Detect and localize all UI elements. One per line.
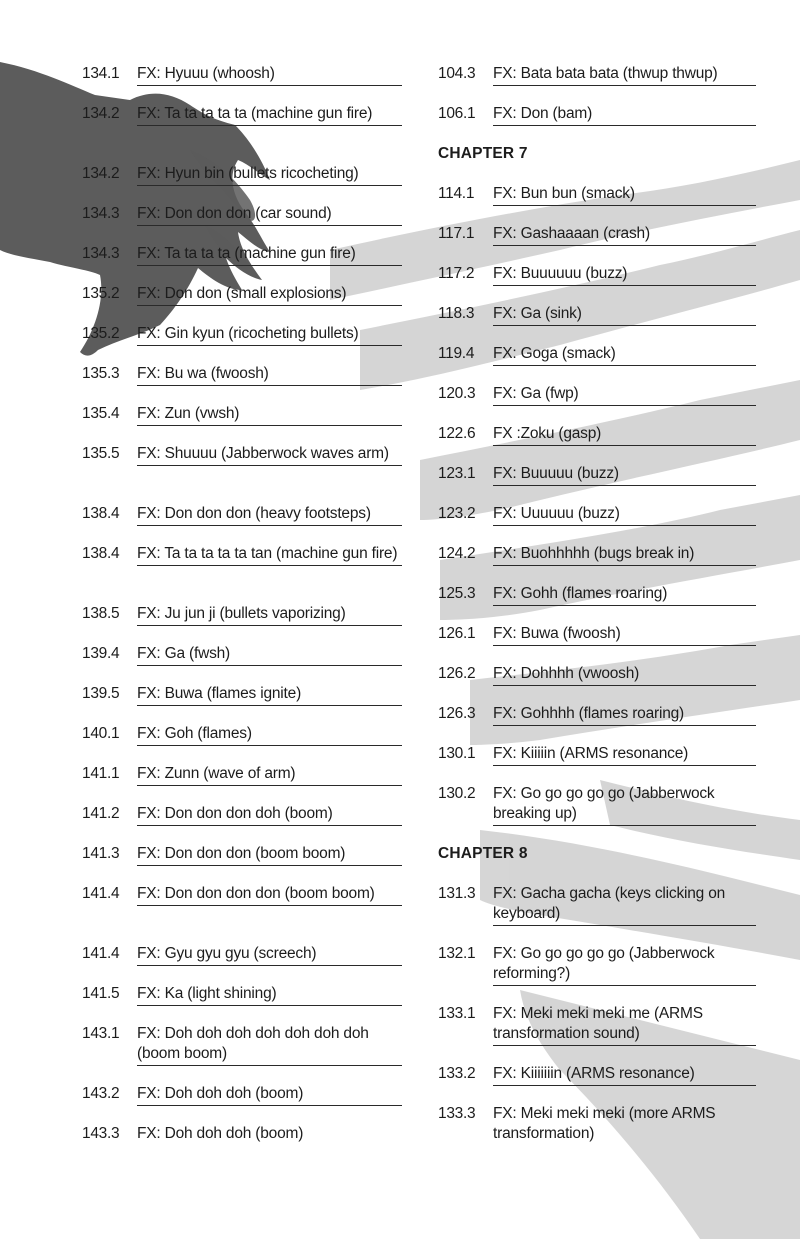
fx-entry	[82, 284, 402, 324]
fx-text: FX: Buohhhhh (bugs break in)	[493, 544, 756, 566]
fx-entry	[438, 184, 756, 224]
fx-text: FX: Meki meki meki (more ARMS transformation)	[493, 1105, 716, 1142]
fx-entry	[438, 424, 756, 464]
fx-entry	[82, 644, 402, 684]
fx-text: FX: Zun (vwsh)	[137, 404, 402, 426]
fx-entry	[82, 944, 402, 984]
fx-text: FX: Ga (sink)	[493, 304, 756, 326]
fx-entry	[82, 364, 402, 404]
fx-entry	[438, 464, 756, 504]
fx-entry	[438, 624, 756, 664]
fx-entry	[438, 884, 756, 944]
fx-entry	[82, 1124, 402, 1164]
fx-text: FX: Ga (fwsh)	[137, 644, 402, 666]
page-panel-number: 130.1	[438, 745, 476, 762]
fx-text: FX: Go go go go go (Jabberwock breaking up)	[493, 784, 756, 826]
page-panel-number: 138.5	[82, 605, 120, 622]
page-panel-number: 104.3	[438, 65, 476, 82]
fx-text: FX: Goga (smack)	[493, 344, 756, 366]
page-panel-number: 123.1	[438, 465, 476, 482]
page-panel-number: 139.4	[82, 645, 120, 662]
page-panel-number: 124.2	[438, 545, 476, 562]
chapter-heading: CHAPTER 8	[438, 845, 528, 862]
fx-text: FX: Bu wa (fwoosh)	[137, 364, 402, 386]
page-panel-number: 133.3	[438, 1105, 476, 1122]
fx-text: FX: Gyu gyu gyu (screech)	[137, 944, 402, 966]
fx-text: FX: Goh (flames)	[137, 724, 402, 746]
page-panel-number: 133.2	[438, 1065, 476, 1082]
page-panel-number: 138.4	[82, 545, 120, 562]
page-panel-number: 135.2	[82, 285, 120, 302]
fx-entry	[438, 224, 756, 264]
fx-entry	[438, 544, 756, 584]
page-panel-number: 141.5	[82, 985, 120, 1002]
fx-entry	[438, 744, 756, 784]
page-panel-number: 119.4	[438, 345, 475, 362]
fx-entry	[82, 604, 402, 644]
fx-text: FX: Gacha gacha (keys clicking on keyboard)	[493, 884, 756, 926]
page-panel-number: 141.1	[82, 765, 120, 782]
page-panel-number: 135.4	[82, 405, 120, 422]
fx-text: FX: Buuuuu (buzz)	[493, 464, 756, 486]
fx-text: FX: Shuuuu (Jabberwock waves arm)	[137, 444, 402, 466]
fx-entry	[82, 884, 402, 944]
fx-text: FX: Don (bam)	[493, 104, 756, 126]
page-panel-number: 132.1	[438, 945, 476, 962]
fx-entry	[82, 684, 402, 724]
fx-text: FX: Doh doh doh doh doh doh doh (boom boom)	[137, 1024, 402, 1066]
fx-text: FX: Dohhhh (vwoosh)	[493, 664, 756, 686]
fx-entry	[82, 324, 402, 364]
fx-text: FX :Zoku (gasp)	[493, 424, 756, 446]
page-panel-number: 134.3	[82, 205, 120, 222]
page-panel-number: 140.1	[82, 725, 120, 742]
fx-text: FX: Zunn (wave of arm)	[137, 764, 402, 786]
fx-entry	[82, 1084, 402, 1124]
fx-text: FX: Don don (small explosions)	[137, 284, 402, 306]
page-panel-number: 134.1	[82, 65, 120, 82]
fx-text: FX: Gohhhh (flames roaring)	[493, 704, 756, 726]
fx-entry	[438, 1104, 756, 1164]
fx-entry	[438, 664, 756, 704]
right-column	[438, 64, 756, 1164]
fx-entry	[82, 504, 402, 544]
fx-entry	[438, 944, 756, 1004]
fx-entry	[438, 784, 756, 844]
page-panel-number: 130.2	[438, 785, 476, 802]
fx-text: FX: Hyun bin (bullets ricocheting)	[137, 164, 402, 186]
fx-entry	[82, 444, 402, 504]
fx-text: FX: Bun bun (smack)	[493, 184, 756, 206]
fx-entry	[82, 764, 402, 804]
fx-entry	[438, 264, 756, 304]
page-panel-number: 143.1	[82, 1025, 120, 1042]
fx-text: FX: Buwa (fwoosh)	[493, 624, 756, 646]
page-panel-number: 143.2	[82, 1085, 120, 1102]
fx-entry	[82, 724, 402, 764]
fx-entry	[82, 844, 402, 884]
page-panel-number: 133.1	[438, 1005, 476, 1022]
fx-text: FX: Don don don doh (boom)	[137, 804, 402, 826]
page-panel-number: 135.2	[82, 325, 120, 342]
fx-text: FX: Buwa (flames ignite)	[137, 684, 402, 706]
fx-text: FX: Ta ta ta ta (machine gun fire)	[137, 244, 402, 266]
page-panel-number: 139.5	[82, 685, 120, 702]
fx-text: FX: Go go go go go (Jabberwock reforming?)	[493, 944, 756, 986]
page-panel-number: 123.2	[438, 505, 476, 522]
page-panel-number: 126.3	[438, 705, 476, 722]
fx-text: FX: Gashaaaan (crash)	[493, 224, 756, 246]
fx-text: FX: Gin kyun (ricocheting bullets)	[137, 324, 402, 346]
fx-entry	[438, 304, 756, 344]
fx-text: FX: Don don don don (boom boom)	[137, 884, 402, 906]
page-panel-number: 120.3	[438, 385, 476, 402]
chapter-heading: CHAPTER 7	[438, 145, 528, 162]
page-panel-number: 134.2	[82, 165, 120, 182]
page-panel-number: 117.1	[438, 225, 475, 242]
page-panel-number: 134.3	[82, 245, 120, 262]
fx-entry	[82, 104, 402, 164]
fx-entry	[82, 404, 402, 444]
fx-entry	[438, 1064, 756, 1104]
fx-entry	[438, 64, 756, 104]
fx-text: FX: Don don don (boom boom)	[137, 844, 402, 866]
fx-text: FX: Ka (light shining)	[137, 984, 402, 1006]
fx-text: FX: Don don don (heavy footsteps)	[137, 504, 402, 526]
page-panel-number: 143.3	[82, 1125, 120, 1142]
fx-entry	[82, 164, 402, 204]
page-panel-number: 141.3	[82, 845, 120, 862]
fx-entry	[82, 64, 402, 104]
fx-entry	[438, 504, 756, 544]
fx-entry	[438, 344, 756, 384]
fx-text: FX: Doh doh doh (boom)	[137, 1125, 304, 1142]
fx-text: FX: Hyuuu (whoosh)	[137, 64, 402, 86]
fx-text: FX: Don don don (car sound)	[137, 204, 402, 226]
page-panel-number: 117.2	[438, 265, 475, 282]
fx-entry	[82, 544, 402, 604]
fx-text: FX: Bata bata bata (thwup thwup)	[493, 64, 756, 86]
fx-text: FX: Ta ta ta ta ta (machine gun fire)	[137, 104, 402, 126]
fx-text: FX: Kiiiiiiin (ARMS resonance)	[493, 1064, 756, 1086]
fx-entry	[438, 584, 756, 624]
fx-entry	[438, 384, 756, 424]
fx-entry	[82, 204, 402, 244]
fx-entry	[82, 984, 402, 1024]
page-panel-number: 135.5	[82, 445, 120, 462]
page-panel-number: 135.3	[82, 365, 120, 382]
page-panel-number: 125.3	[438, 585, 476, 602]
page-panel-number: 126.2	[438, 665, 476, 682]
fx-entry	[82, 804, 402, 844]
fx-entry	[82, 244, 402, 284]
page-panel-number: 114.1	[438, 185, 475, 202]
page-panel-number: 118.3	[438, 305, 475, 322]
fx-text: FX: Doh doh doh (boom)	[137, 1084, 402, 1106]
fx-entry	[438, 104, 756, 144]
fx-text: FX: Meki meki meki me (ARMS transformation sound)	[493, 1004, 756, 1046]
fx-entry	[438, 1004, 756, 1064]
page-panel-number: 106.1	[438, 105, 476, 122]
page-panel-number: 141.4	[82, 945, 120, 962]
page-panel-number: 141.2	[82, 805, 120, 822]
fx-text: FX: Ju jun ji (bullets vaporizing)	[137, 604, 402, 626]
fx-entry	[82, 1024, 402, 1084]
fx-text: FX: Uuuuuu (buzz)	[493, 504, 756, 526]
fx-text: FX: Gohh (flames roaring)	[493, 584, 756, 606]
fx-text: FX: Buuuuuu (buzz)	[493, 264, 756, 286]
page-panel-number: 141.4	[82, 885, 120, 902]
left-column	[82, 64, 402, 1164]
fx-text: FX: Ta ta ta ta ta tan (machine gun fire)	[137, 544, 402, 566]
fx-text: FX: Ga (fwp)	[493, 384, 756, 406]
page-panel-number: 131.3	[438, 885, 476, 902]
page-panel-number: 126.1	[438, 625, 476, 642]
page-panel-number: 134.2	[82, 105, 120, 122]
fx-entry	[438, 704, 756, 744]
fx-text: FX: Kiiiiin (ARMS resonance)	[493, 744, 756, 766]
page-panel-number: 122.6	[438, 425, 476, 442]
page-panel-number: 138.4	[82, 505, 120, 522]
